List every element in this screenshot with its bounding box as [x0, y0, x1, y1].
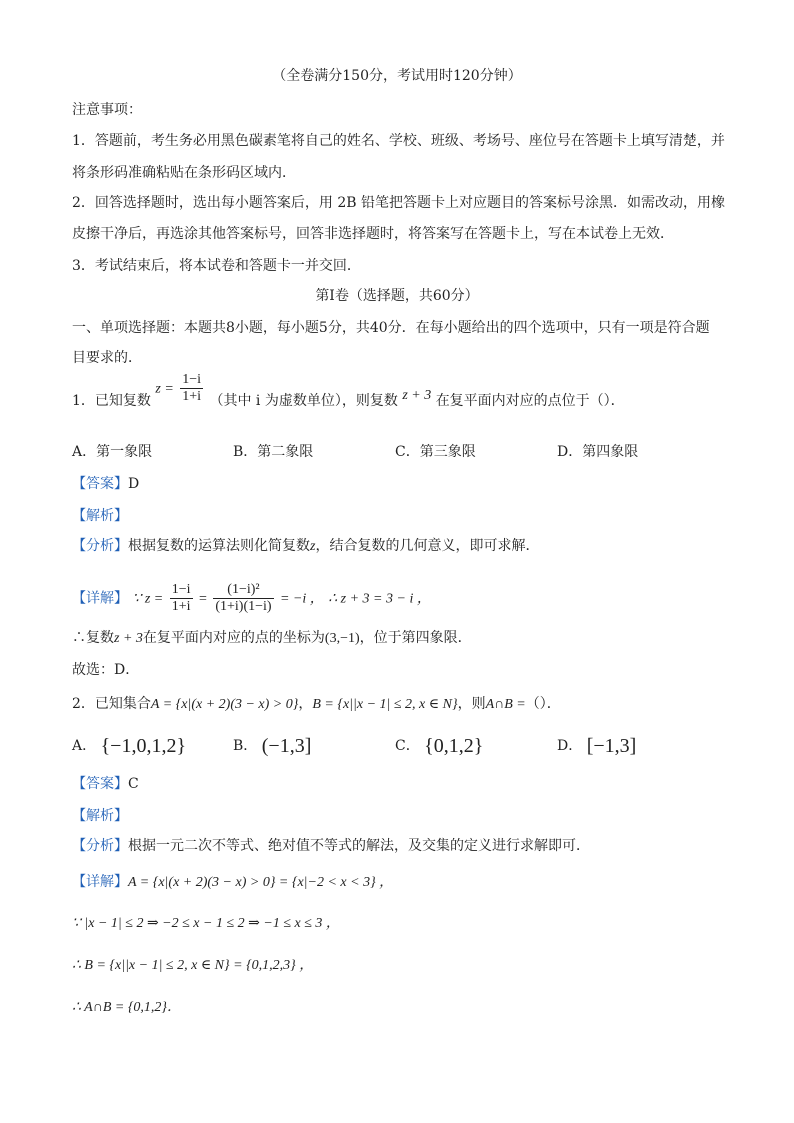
q1-xj2-a: ∴复数 — [72, 630, 114, 646]
q2-option-c — [395, 736, 483, 756]
q2-opt-d-label: D． — [557, 738, 583, 754]
q2-tail-a: ，则 — [457, 696, 486, 712]
notice-item-2a: 2．回答选择题时，选出每小题答案后，用 2B 铅笔把答题卡上对应题目的答案标号涂黑．如需改动，用橡 — [72, 195, 726, 211]
q1-xiangjie — [72, 582, 431, 615]
q2-opt-b-label: B． — [233, 738, 258, 754]
q2-comma: ， — [298, 696, 313, 712]
q2-fenxi — [72, 836, 590, 856]
notice-item-3: 3．考试结束后，将本试卷和答题卡一并交回． — [72, 258, 361, 274]
q1-z3: z + 3 — [402, 388, 432, 403]
q1-xj2-b: 在复平面内对应的点的坐标为 — [142, 630, 325, 646]
q1-choose: 故选：D． — [72, 662, 140, 678]
q1-xj-eq2: = −i ， — [280, 591, 324, 607]
q1-fenxi-tag: 【分析】 — [72, 538, 128, 554]
q2-set-a: A = {x|(x + 2)(3 − x) > 0} — [150, 697, 299, 712]
q1-xj-eq1: = — [198, 591, 207, 607]
q1-answer-tag: 【答案】 — [72, 476, 128, 492]
q1-xj-frac2-num: (1−i)² — [213, 582, 273, 599]
q1-fenxi — [72, 536, 539, 557]
q1-xj2-c: ，位于第四象限． — [359, 630, 472, 646]
q2-answer — [72, 774, 139, 794]
notice-item-1b: 将条形码准确粘贴在条形码区域内． — [72, 165, 296, 181]
q2-xj-line4: ∴ A∩B = {0,1,2}． — [72, 1000, 182, 1015]
q1-option-a: A．第一象限 — [72, 444, 153, 460]
q2-opt-d-value: [−1,3] — [586, 735, 637, 757]
q2-opt-c-label: C． — [395, 738, 420, 754]
q1-xj-therefore: ∴ z + 3 = 3 − i ， — [328, 591, 431, 607]
q2-option-d — [557, 736, 636, 756]
q1-xj2-m: z + 3 — [114, 631, 143, 646]
question-2 — [72, 694, 561, 715]
q1-xiangjie-line2 — [72, 628, 472, 649]
part1-title: 第Ⅰ卷（选择题，共60分） — [315, 288, 479, 304]
q2-xj-line2: ∵ |x − 1| ≤ 2 ⇒ −2 ≤ x − 1 ≤ 2 ⇒ −1 ≤ x ≤ 3 ， — [72, 916, 340, 931]
section-heading-b: 目要求的． — [72, 350, 142, 366]
q1-xj-because: ∵ z = — [132, 591, 164, 607]
q2-xj-line1: A = {x|(x + 2)(3 − x) > 0} = {x|−2 < x < 3} ， — [128, 875, 394, 890]
q2-set-b: B = {x||x − 1| ≤ 2, x ∈ N} — [312, 697, 458, 712]
q1-option-c: C．第三象限 — [395, 444, 476, 460]
q1-xj-frac2-den: (1+i)(1−i) — [215, 599, 272, 614]
q1-fenxi-text-a: 根据复数的运算法则化简复数 — [128, 538, 310, 554]
q1-number: 1．已知复数 — [72, 393, 151, 409]
q1-jiexi-tag: 【解析】 — [72, 508, 128, 524]
question-1 — [72, 371, 625, 411]
q1-fenxi-text-b: ，结合复数的几何意义，即可求解． — [315, 538, 540, 554]
q2-xiangjie-tag: 【详解】 — [72, 874, 128, 890]
q2-intersect: A∩B = — [485, 697, 526, 712]
q1-frac-num: 1−i — [182, 371, 202, 387]
q2-option-b — [233, 736, 311, 756]
q1-mid: （其中 i 为虚数单位），则复数 — [209, 393, 398, 409]
notice-title: 注意事项： — [72, 102, 142, 118]
q1-xj-frac1-den: 1+i — [171, 599, 191, 614]
q1-xj2-point: (3,−1) — [324, 631, 360, 646]
q2-answer-tag: 【答案】 — [72, 776, 128, 792]
q1-option-d: D．第四象限 — [557, 444, 639, 460]
q2-xiangjie — [72, 872, 393, 893]
q2-opt-a-value: {−1,0,1,2} — [100, 735, 187, 757]
q1-fenxi-z: z — [310, 539, 316, 554]
q2-xj-line3: ∴ B = {x||x − 1| ≤ 2, x ∈ N} = {0,1,2,3} ， — [72, 958, 314, 973]
q2-fenxi-text: 根据一元二次不等式、绝对值不等式的解法，及交集的定义进行求解即可． — [128, 838, 590, 854]
q2-option-a — [72, 736, 186, 756]
exam-info: （全卷满分150分，考试用时120分钟） — [272, 68, 522, 84]
q1-answer-value: D — [128, 476, 140, 492]
q1-z-eq: z = — [155, 381, 174, 396]
q2-opt-c-value: {0,1,2} — [424, 735, 484, 757]
q2-opt-b-value: (−1,3] — [261, 735, 312, 757]
notice-item-1a: 1．答题前，考生务必用黑色碳素笔将自己的姓名、学校、班级、考场号、座位号在答题卡上填写清楚，并 — [72, 133, 725, 149]
q1-option-b: B．第二象限 — [233, 444, 314, 460]
section-heading-a: 一、单项选择题：本题共8小题，每小题5分，共40分．在每小题给出的四个选项中，只有一项是符合题 — [72, 320, 710, 336]
q1-xj-frac1-num: 1−i — [171, 582, 191, 597]
q1-xj-frac2 — [213, 582, 273, 615]
q1-answer — [72, 474, 139, 494]
q2-tail-b: （）． — [525, 696, 561, 712]
q1-fraction — [180, 372, 203, 405]
q1-xiangjie-tag: 【详解】 — [72, 590, 128, 607]
q1-xj-frac1 — [170, 582, 193, 615]
q2-opt-a-label: A． — [72, 738, 97, 754]
q1-frac-den: 1+i — [182, 388, 202, 404]
q1-tail: 在复平面内对应的点位于（）． — [435, 393, 625, 409]
q2-answer-value: C — [128, 776, 139, 792]
q2-number: 2．已知集合 — [72, 696, 151, 712]
q2-fenxi-tag: 【分析】 — [72, 838, 128, 854]
q2-jiexi-tag: 【解析】 — [72, 808, 128, 824]
notice-item-2b: 皮擦干净后，再选涂其他答案标号，回答非选择题时，将答案写在答题卡上，写在本试卷上无效． — [72, 226, 674, 242]
